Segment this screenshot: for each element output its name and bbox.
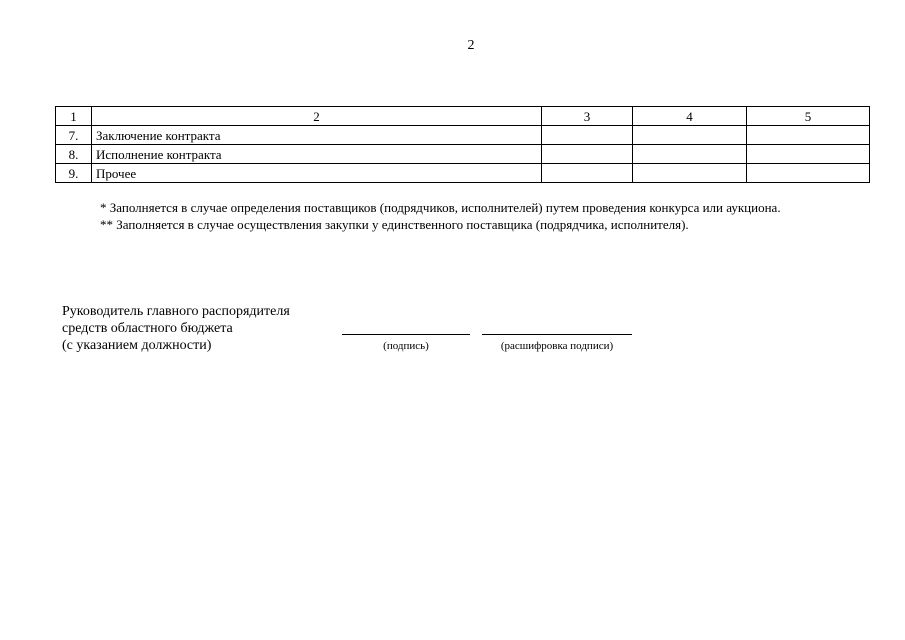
row-number: 9. — [56, 164, 92, 183]
table-row — [56, 145, 870, 164]
expenses-table — [55, 106, 870, 183]
signer-line-1: Руководитель главного распорядителя — [62, 304, 290, 319]
signer-line-2: средств областного бюджета — [62, 321, 233, 336]
signature-decoding-line — [482, 334, 632, 335]
signature-caption: (подпись) — [383, 340, 429, 352]
row-number: 8. — [56, 145, 92, 164]
footnote-competition: * Заполняется в случае определения поставщиков (подрядчиков, исполнителей) путем проведения конкурса или аукциона. — [100, 200, 781, 215]
header-cell-2: 2 — [92, 107, 542, 126]
row-cell-3 — [542, 126, 633, 145]
signer-title — [62, 303, 290, 354]
signature-decoding-caption: (расшифровка подписи) — [500, 340, 614, 352]
header-cell-3: 3 — [542, 107, 633, 126]
table-row — [56, 164, 870, 183]
row-cell-4 — [633, 145, 747, 164]
row-cell-5 — [747, 126, 870, 145]
row-name: Прочее — [92, 164, 542, 183]
row-name: Исполнение контракта — [92, 145, 542, 164]
page-number: 2 — [467, 38, 475, 53]
header-cell-1: 1 — [56, 107, 92, 126]
row-cell-4 — [633, 164, 747, 183]
signature-line — [342, 334, 470, 335]
table-header-row — [56, 107, 870, 126]
footnotes — [60, 199, 844, 233]
row-name: Заключение контракта — [92, 126, 542, 145]
header-cell-4: 4 — [633, 107, 747, 126]
row-cell-3 — [542, 164, 633, 183]
row-cell-3 — [542, 145, 633, 164]
header-cell-5: 5 — [747, 107, 870, 126]
row-cell-5 — [747, 145, 870, 164]
row-number: 7. — [56, 126, 92, 145]
row-cell-5 — [747, 164, 870, 183]
signer-line-3: (с указанием должности) — [62, 338, 212, 353]
table-row — [56, 126, 870, 145]
row-cell-4 — [633, 126, 747, 145]
footnote-single-supplier: ** Заполняется в случае осуществления закупки у единственного поставщика (подрядчика, исполнителя). — [100, 217, 689, 232]
